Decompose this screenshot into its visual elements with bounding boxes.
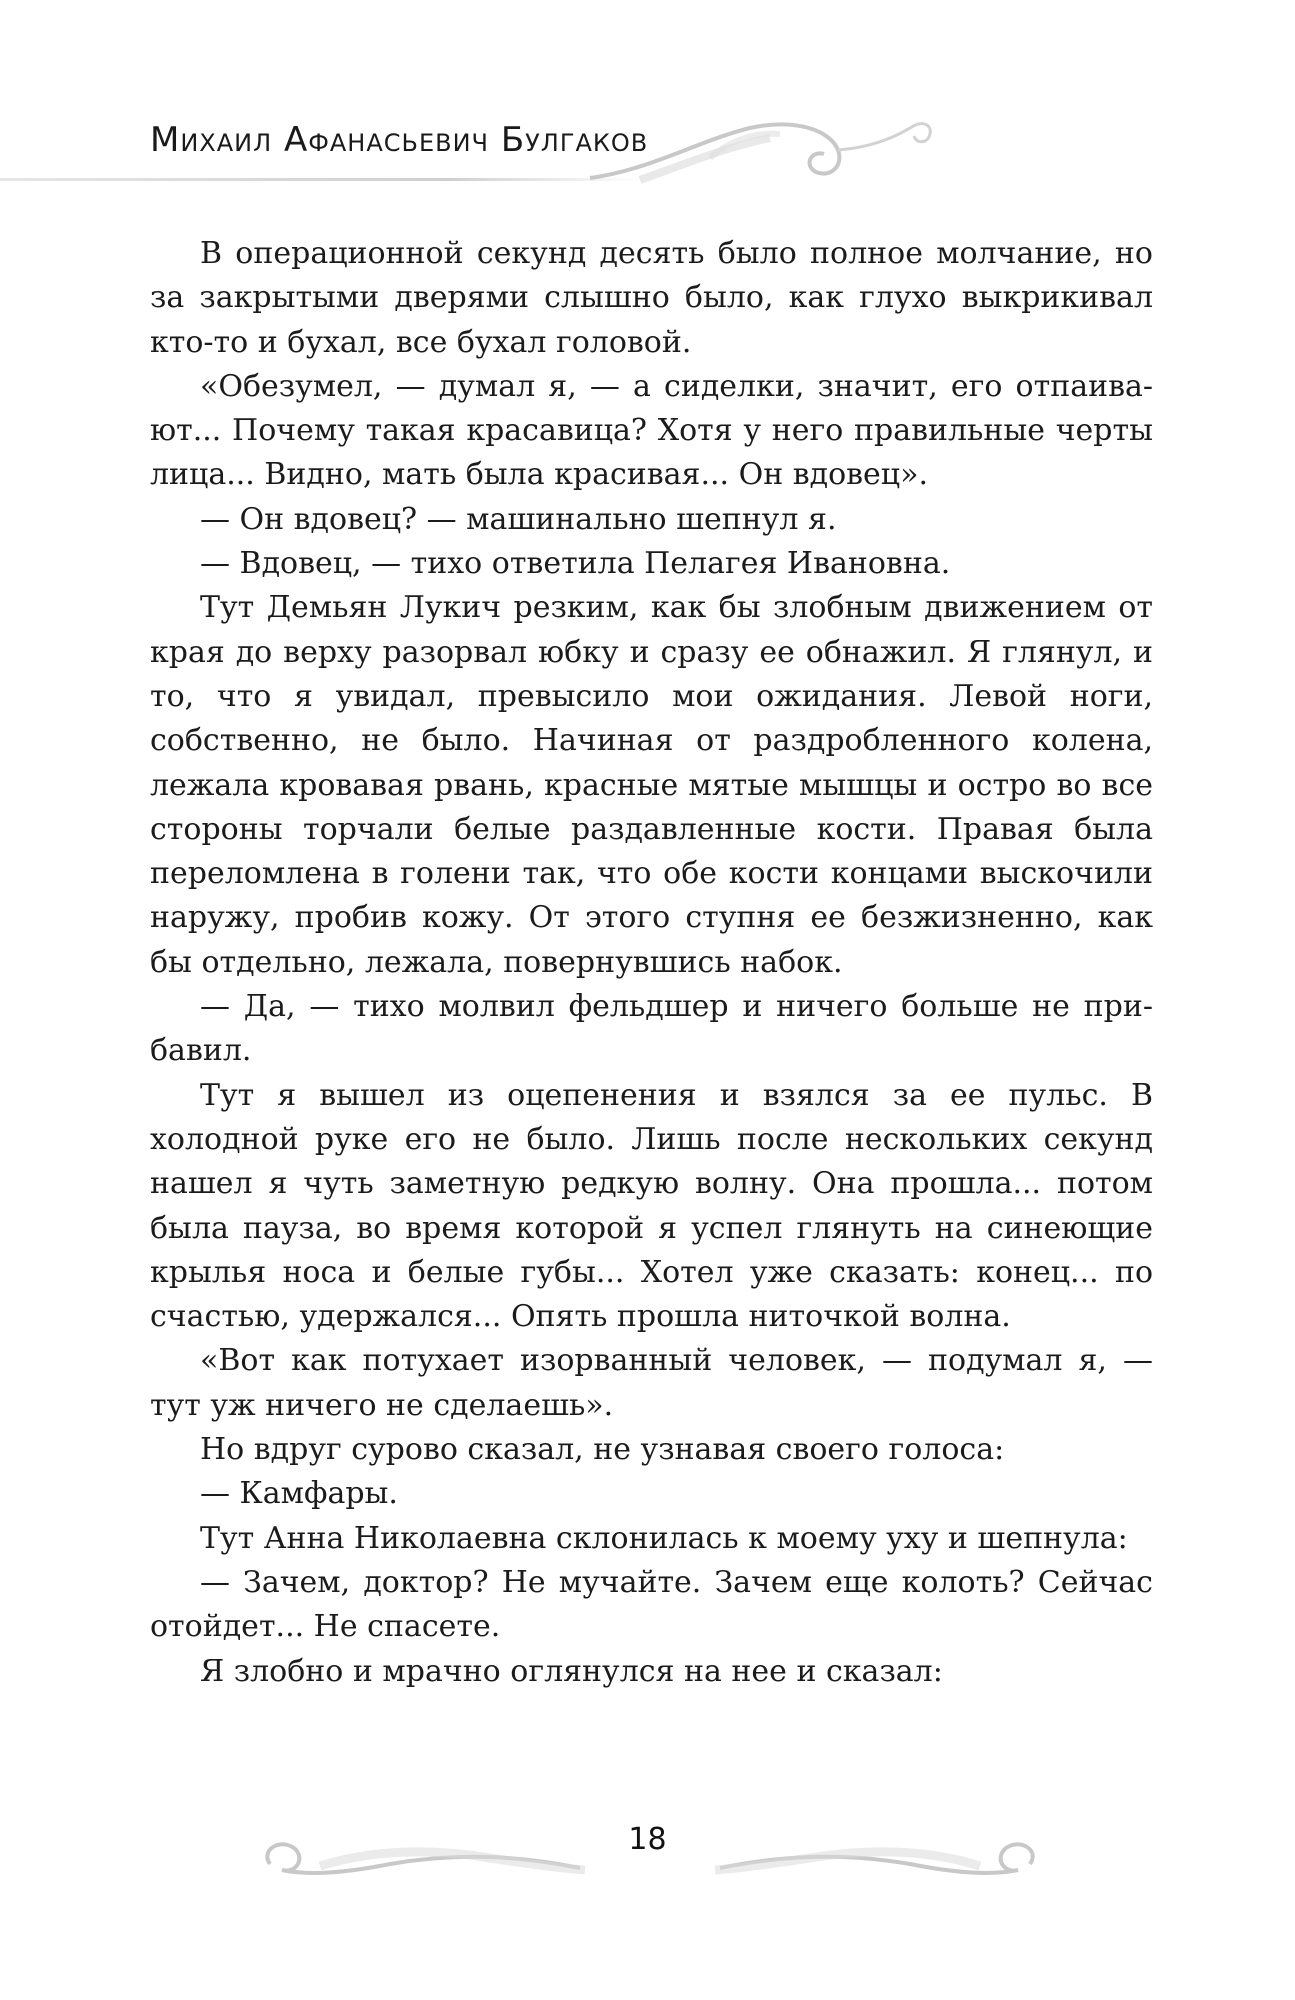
- running-head: Михаил Афанасьевич Булгаков: [150, 120, 649, 160]
- header-rule: [0, 178, 640, 181]
- paragraph: Тут я вышел из оцепенения и взялся за ее пульс. В холодной руке его не было. Лишь после нескольких секунд нашел я чуть заметную редкую волну. Она прошла... потом была пауза, во время которой я успел глянуть на синеющие крылья носа и белые губы... Хотел уже сказать: конец... по счастью, удержался... Опять прошла ниточкой волна.: [150, 1077, 1153, 1335]
- paragraph: — Зачем, доктор? Не мучайте. Зачем еще колоть? Сейчас отойдет... Не спасете.: [150, 1564, 1153, 1645]
- paragraph: Тут Анна Николаевна склонилась к моему уху и шепнула:: [200, 1520, 1128, 1556]
- body-text: [150, 232, 1153, 1694]
- header-flourish-ornament: [580, 100, 940, 200]
- paragraph: — Камфары.: [200, 1476, 398, 1512]
- paragraph: «Обезумел, — думал я, — а сиделки, значит, его отпаивают... Почему такая красавица? Хотя у него правильные черты лица... Видно, мать была красивая... Он вдовец».: [150, 368, 1153, 493]
- paragraph: «Вот как потухает изорванный человек, — подумал я, — тут уж ничего не сделаешь».: [150, 1343, 1153, 1423]
- paragraph: Я злобно и мрачно оглянулся на нее и сказал:: [200, 1653, 943, 1689]
- paragraph: В операционной секунд десять было полное молчание, но за закрытыми дверями слышно было, как глухо выкрикивал кто-то и бухал, все бухал головой.: [150, 236, 1153, 360]
- page-number: 18: [628, 1822, 667, 1857]
- paragraph: — Он вдовец? — машинально шепнул я.: [200, 501, 837, 537]
- paragraph: Но вдруг сурово сказал, не узнавая своего голоса:: [200, 1432, 1005, 1468]
- paragraph: — Вдовец, — тихо ответила Пелагея Ивановна.: [200, 546, 951, 582]
- paragraph: Тут Демьян Лукич резким, как бы злобным движением от края до верху разорвал юбку и сразу ее обнажил. Я глянул, и то, что я увидал, превысило мои ожидания. Левой ноги, собственно, не было. Начиная от раздробленного колена, лежала кровавая рвань, красные мятые мышцы и остро во все стороны торчали белые раздавленные кости. Правая была переломлена в голени так, что обе кости концами выскочили наружу, пробив кожу. От этого ступня ее безжизненно, как бы отдельно, лежала, повернувшись набок.: [150, 590, 1153, 980]
- paragraph: — Да, — тихо молвил фельдшер и ничего больше не прибавил.: [150, 989, 1153, 1069]
